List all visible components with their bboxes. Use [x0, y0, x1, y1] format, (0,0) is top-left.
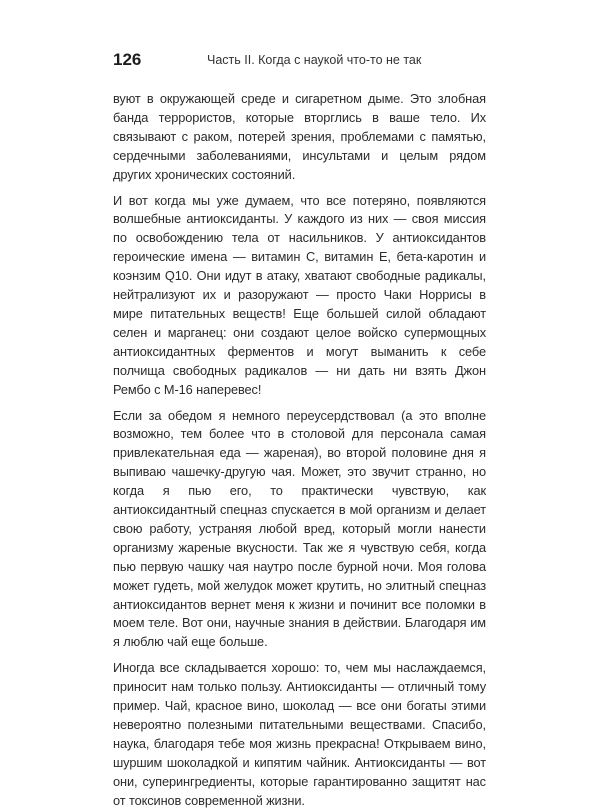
chapter-title: Часть II. Когда с наукой что-то не так	[207, 53, 422, 67]
paragraph-good-things: Иногда все складывается хорошо: то, чем мы наслаждаемся, приносит нам только пользу. Антиоксиданты — отличный тому пример. Чай, красное вино, шоколад — все они богаты этими невероятно полезными питательными веществами. Спасибо, наука, благодаря тебе моя жизнь прекрасна! Открываем вино, шуршим шоколадкой и кипятим чайник. Антиоксиданты — вот они, суперингредиенты, которые гарантированно защитят нас от токсинов современной жизни.	[113, 660, 486, 808]
paragraph-tea-habit: Если за обедом я немного переусердствовал (а это вполне возможно, тем более что в столовой для персонала самая привлекательная еда — жареная), во второй половине дня я выпиваю чашечку-другую чая. Может, это звучит странно, но когда я пью его, то практически чувствую, как антиоксидантный спецназ спускается в мой организм и делает свою работу, устраняя любой вред, который могли нанести организму жареные вкусности. Так же я чувствую себя, когда пью первую чашку чая наутро после бурной ночи. Моя голова может гудеть, мой желудок может крутить, но элитный спецназ антиоксидантов вернет меня к жизни и починит все поломки в моем теле. Вот они, научные знания в действии. Благодаря им я люблю чай еще больше.	[113, 407, 486, 650]
paragraph-free-radicals: вуют в окружающей среде и сигаретном дыме. Это злобная банда террористов, которые вторглись в ваше тело. Их связывают с раком, потерей зрения, проблемами с памятью, сердечными заболеваниями, инсультами и целым рядом других хронических состояний.	[113, 91, 486, 182]
body-text	[113, 90, 486, 811]
page-number: 126	[113, 50, 142, 69]
running-head	[113, 50, 533, 74]
paragraph-antioxidants-heroes: И вот когда мы уже думаем, что все потеряно, появляются волшебные антиоксиданты. У каждого из них — своя миссия по освобождению тела от насильников. У антиоксидантов героические имена — витамин С, витамин Е, бета-каротин и коэнзим Q10. Они идут в атаку, хватают свободные радикалы, нейтрализуют их и разоружают — просто Чаки Норрисы в мире питательных веществ! Еще большей силой обладают селен и марганец: они создают целое войско супермощных антиоксидантных ферментов и могут выманить к себе полчища свободных радикалов — ни дать ни взять Джон Рембо с М-16 наперевес!	[113, 192, 486, 397]
